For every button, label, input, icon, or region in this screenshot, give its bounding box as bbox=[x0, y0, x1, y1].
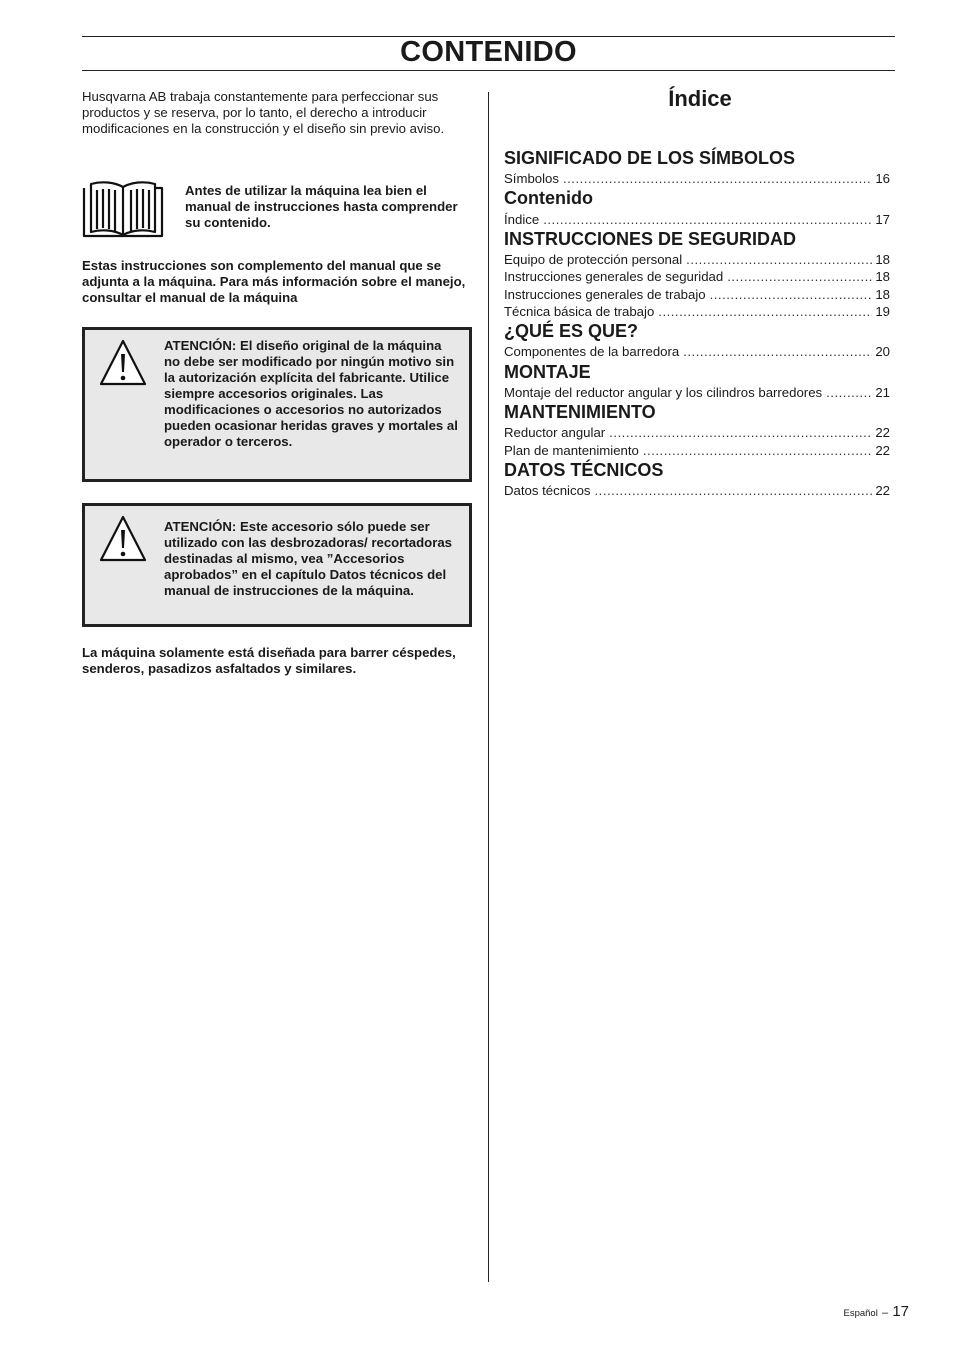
warning-text-accessory: ATENCIÓN: Este accesorio sólo puede ser utilizado con las desbrozadoras/ recortadoras destinadas al mismo, vea ”Accesorios aprobados” en el capítulo Datos técnicos del manual de instrucciones de la máquina. bbox=[164, 519, 453, 598]
read-manual-note: Antes de utilizar la máquina lea bien el manual de instrucciones hasta comprender su contenido. bbox=[185, 183, 458, 230]
index-entry[interactable] bbox=[504, 344, 890, 360]
entry-page: 22 bbox=[875, 425, 890, 440]
entry-label: Índice bbox=[504, 212, 540, 227]
index-section-title: MONTAJE bbox=[504, 362, 591, 382]
entry-page: 19 bbox=[875, 304, 890, 319]
entry-label: Montaje del reductor angular y los cilindros barredores bbox=[504, 385, 823, 400]
index-entry[interactable] bbox=[504, 304, 890, 320]
entry-label: Componentes de la barredora bbox=[504, 344, 680, 359]
index-section-title: DATOS TÉCNICOS bbox=[504, 460, 664, 480]
entry-page: 18 bbox=[875, 269, 890, 284]
title-rule-bottom bbox=[82, 70, 895, 71]
open-book-icon bbox=[82, 180, 164, 240]
index-entry[interactable] bbox=[504, 287, 890, 303]
entry-page: 21 bbox=[875, 385, 890, 400]
entry-page: 22 bbox=[875, 443, 890, 458]
index-section-title: INSTRUCCIONES DE SEGURIDAD bbox=[504, 229, 797, 249]
entry-label: Datos técnicos bbox=[504, 483, 591, 498]
entry-page: 17 bbox=[875, 212, 890, 227]
page-title: CONTENIDO bbox=[400, 36, 577, 68]
entry-page: 16 bbox=[875, 171, 890, 186]
entry-page: 20 bbox=[875, 344, 890, 359]
entry-label: Plan de mantenimiento bbox=[504, 443, 639, 458]
warning-triangle-icon bbox=[99, 338, 147, 388]
index-entry[interactable] bbox=[504, 212, 890, 228]
complement-note: Estas instrucciones son complemento del manual que se adjunta a la máquina. Para más información sobre el manejo, consultar el manual de la máquina bbox=[82, 258, 466, 305]
footer-separator: – bbox=[882, 1307, 889, 1319]
index-entry[interactable] bbox=[504, 171, 890, 187]
footer-language: Español bbox=[843, 1308, 878, 1319]
warning-box-design bbox=[82, 327, 472, 482]
index-entry[interactable] bbox=[504, 269, 890, 285]
entry-label: Equipo de protección personal bbox=[504, 252, 683, 267]
entry-label: Técnica básica de trabajo bbox=[504, 304, 655, 319]
index-section-title: SIGNIFICADO DE LOS SÍMBOLOS bbox=[504, 148, 796, 168]
intro-paragraph: Husqvarna AB trabaja constantemente para perfeccionar sus productos y se reserva, por lo tanto, el derecho a introducir modificaciones en la construcción y el diseño sin previo aviso. bbox=[82, 89, 445, 136]
index-entry[interactable] bbox=[504, 425, 890, 441]
index-section-title: Contenido bbox=[504, 188, 593, 208]
index-section-title: ¿QUÉ ES QUE? bbox=[504, 321, 639, 341]
index-entry[interactable] bbox=[504, 252, 890, 268]
index-heading: Índice bbox=[668, 86, 732, 111]
column-divider bbox=[488, 92, 489, 1282]
page-number: 17 bbox=[892, 1303, 909, 1320]
warning-box-accessory bbox=[82, 503, 472, 627]
entry-label: Reductor angular bbox=[504, 425, 606, 440]
usage-note: La máquina solamente está diseñada para barrer céspedes, senderos, pasadizos asfaltados y similares. bbox=[82, 645, 456, 676]
entry-page: 18 bbox=[875, 287, 890, 302]
warning-triangle-icon bbox=[99, 514, 147, 564]
entry-label: Instrucciones generales de trabajo bbox=[504, 287, 706, 302]
index-entry[interactable] bbox=[504, 385, 890, 401]
index-entry[interactable] bbox=[504, 443, 890, 459]
entry-label: Instrucciones generales de seguridad bbox=[504, 269, 724, 284]
entry-page: 22 bbox=[875, 483, 890, 498]
page-footer bbox=[844, 1303, 910, 1320]
index-entry[interactable] bbox=[504, 483, 890, 499]
entry-label: Símbolos bbox=[504, 171, 559, 186]
warning-text-design: ATENCIÓN: El diseño original de la máquina no debe ser modificado por ningún motivo sin la autorización explícita del fabricante. Utilice siempre accesorios originales. Las modificaciones o accesorios no autorizados pueden ocasionar heridas graves y mortales al operador o terceros. bbox=[164, 338, 458, 449]
index-section-title: MANTENIMIENTO bbox=[504, 402, 656, 422]
entry-page: 18 bbox=[875, 252, 890, 267]
